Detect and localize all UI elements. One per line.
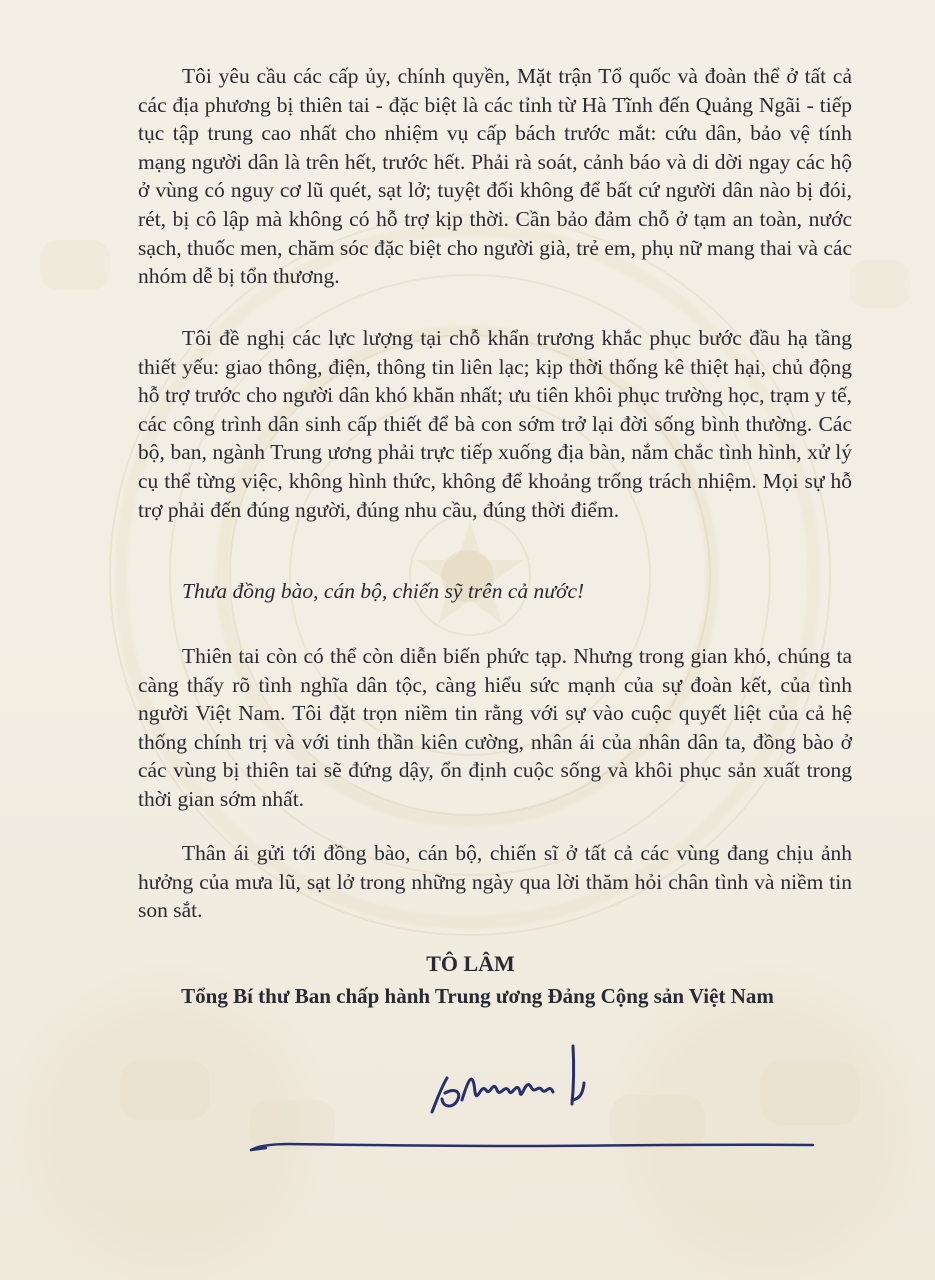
- signature-underline: [248, 1136, 818, 1158]
- signer-title: Tổng Bí thư Ban chấp hành Trung ương Đảng Cộng sản Việt Nam: [181, 984, 774, 1008]
- paragraph-4: Thân ái gửi tới đồng bào, cán bộ, chiến sĩ ở tất cả các vùng đang chịu ảnh hưởng của mưa lũ, sạt lở trong những ngày qua lời thăm hỏi chân tình và niềm tin son sắt.: [138, 841, 852, 923]
- signer-name: TÔ LÂM: [426, 951, 515, 976]
- paragraph-2: Tôi đề nghị các lực lượng tại chỗ khẩn trương khắc phục bước đầu hạ tầng thiết yếu: giao thông, điện, thông tin liên lạc; kịp thời thống kê thiệt hại, chủ động hỗ trợ trước cho người dân khó khăn nhất; ưu tiên khôi phục trường học, trạm y tế, các công trình dân sinh cấp thiết để bà con sớm trở lại đời sống bình thường. Các bộ, ban, ngành Trung ương phải trực tiếp xuống địa bàn, nắm chắc tình hình, xử lý cụ thể từng việc, không hình thức, không để khoảng trống trách nhiệm. Mọi sự hỗ trợ phải đến đúng người, đúng nhu cầu, đúng thời điểm.: [138, 326, 852, 522]
- greeting-line: Thưa đồng bào, cán bộ, chiến sỹ trên cả nước!: [182, 579, 585, 603]
- handwritten-signature: [420, 1035, 600, 1125]
- paragraph-3: Thiên tai còn có thể còn diễn biến phức tạp. Nhưng trong gian khó, chúng ta càng thấy rõ tình nghĩa dân tộc, càng hiểu sức mạnh của sự đoàn kết, của tình người Việt Nam. Tôi đặt trọn niềm tin rằng với sự vào cuộc quyết liệt của cả hệ thống chính trị và với tinh thần kiên cường, nhân ái của nhân dân ta, đồng bào ở các vùng bị thiên tai sẽ đứng dậy, ổn định cuộc sống và khôi phục sản xuất trong thời gian sớm nhất.: [138, 644, 852, 811]
- paragraph-1: Tôi yêu cầu các cấp ủy, chính quyền, Mặt trận Tổ quốc và đoàn thể ở tất cả các địa phương bị thiên tai - đặc biệt là các tỉnh từ Hà Tĩnh đến Quảng Ngãi - tiếp tục tập trung cao nhất cho nhiệm vụ cấp bách trước mắt: cứu dân, bảo vệ tính mạng người dân là trên hết, trước hết. Phải rà soát, cảnh báo và di dời ngay các hộ ở vùng có nguy cơ lũ quét, sạt lở; tuyệt đối không để bất cứ người dân nào bị đói, rét, bị cô lập mà không có hỗ trợ kịp thời. Cần bảo đảm chỗ ở tạm an toàn, nước sạch, thuốc men, chăm sóc đặc biệt cho người già, trẻ em, phụ nữ mang thai và các nhóm dễ bị tổn thương.: [138, 64, 852, 289]
